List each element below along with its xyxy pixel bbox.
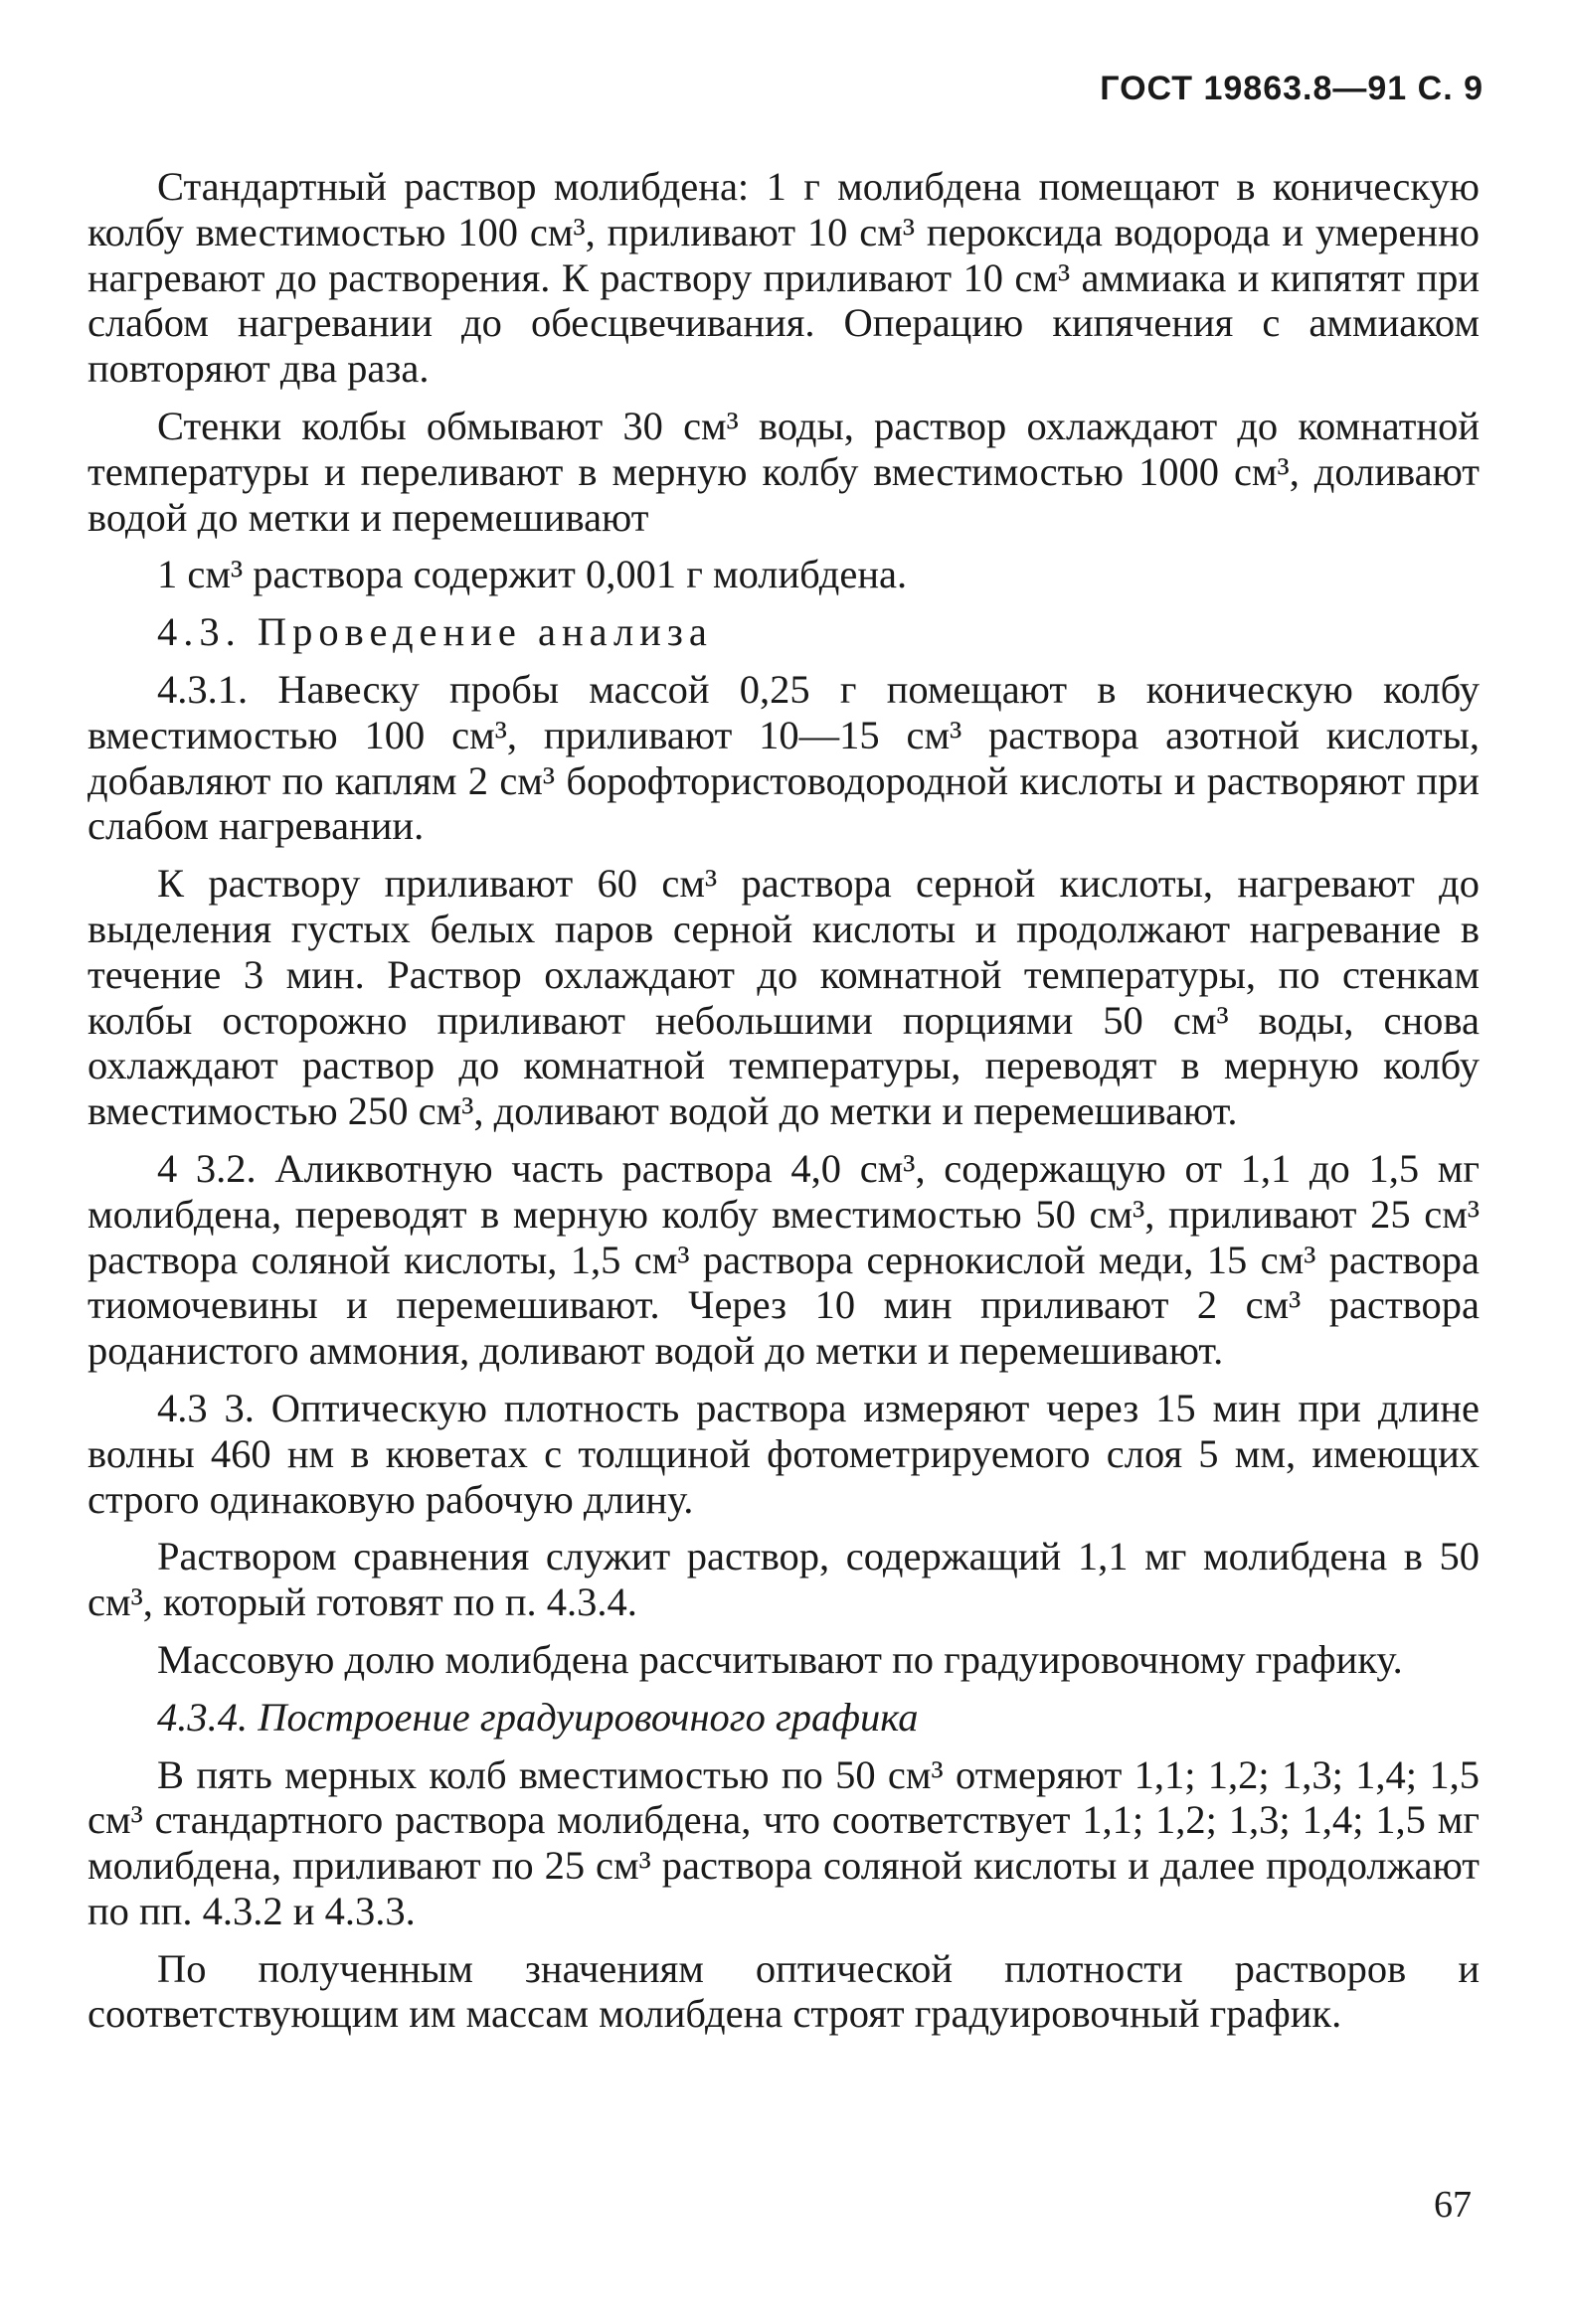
paragraph-sulfuric-acid: К раствору приливают 60 см³ раствора серной кислоты, нагревают до выделения густых белых паров серной кислоты и продолжают нагревание в течение 3 мин. Раствор охлаждают до комнатной температуры, по стенкам колбы осторожно приливают небольшими порциями 50 см³ воды, снова охлаждают раствор до комнатной температуры, переводят в мерную колбу вместимостью 250 см³, доливают водой до метки и перемешивают. xyxy=(87,861,1480,1134)
paragraph-standard-solution: Стандартный раствор молибдена: 1 г молибдена помещают в коническую колбу вместимостью 100 см³, приливают 10 см³ пероксида водорода и умеренно нагревают до растворения. К раствору приливают 10 см³ аммиака и кипятят при слабом нагревании до обесцвечивания. Операцию кипячения с аммиаком повторяют два раза. xyxy=(87,164,1480,392)
paragraph-reference-solution: Раствором сравнения служит раствор, содержащий 1,1 мг молибдена в 50 см³, который готовят по п. 4.3.4. xyxy=(87,1534,1480,1625)
paragraph-flask-rinse: Стенки колбы обмывают 30 см³ воды, раствор охлаждают до комнатной температуры и переливают в мерную колбу вместимостью 1000 см³, доливают водой до метки и перемешивают xyxy=(87,403,1480,540)
paragraph-concentration: 1 см³ раствора содержит 0,001 г молибдена. xyxy=(157,552,908,597)
section-heading-analysis: 4.3. Проведение анализа xyxy=(157,609,713,655)
paragraph-mass-fraction: Массовую долю молибдена рассчитывают по градуировочному графику. xyxy=(157,1636,1403,1682)
subsection-heading-calibration: 4.3.4. Построение градуировочного графика xyxy=(157,1694,919,1740)
running-header: ГОСТ 19863.8—91 С. 9 xyxy=(1100,70,1484,107)
paragraph-4-3-3: 4.3 3. Оптическую плотность раствора измеряют через 15 мин при длине волны 460 нм в кюветах с толщиной фотометрируемого слоя 5 мм, имеющих строго одинаковую рабочую длину. xyxy=(87,1385,1480,1522)
paragraph-4-3-2: 4 3.2. Аликвотную часть раствора 4,0 см³, содержащую от 1,1 до 1,5 мг молибдена, переводят в мерную колбу вместимостью 50 см³, приливают 25 см³ раствора соляной кислоты, 1,5 см³ раствора сернокислой меди, 15 см³ раствора тиомочевины и перемешивают. Через 10 мин приливают 2 см³ раствора роданистого аммония, доливают водой до метки и перемешивают. xyxy=(87,1145,1480,1374)
body-text xyxy=(87,164,1480,2049)
paragraph-calibration-flasks: В пять мерных колб вместимостью по 50 см³ отмеряют 1,1; 1,2; 1,3; 1,4; 1,5 см³ стандартного раствора молибдена, что соответствует 1,1; 1,2; 1,3; 1,4; 1,5 мг молибдена, приливают по 25 см³ раствора соляной кислоты и далее продолжают по пп. 4.3.2 и 4.3.3. xyxy=(87,1751,1480,1933)
page-number: 67 xyxy=(1434,2184,1472,2226)
paragraph-4-3-1: 4.3.1. Навеску пробы массой 0,25 г помещают в коническую колбу вместимостью 100 см³, приливают 10—15 см³ раствора азотной кислоты, добавляют по каплям 2 см³ борофтористоводородной кислоты и растворяют при слабом нагревании. xyxy=(87,666,1480,849)
paragraph-calibration-graph: По полученным значениям оптической плотности растворов и соответствующим им массам молибдена строят градуировочный график. xyxy=(87,1945,1480,2037)
